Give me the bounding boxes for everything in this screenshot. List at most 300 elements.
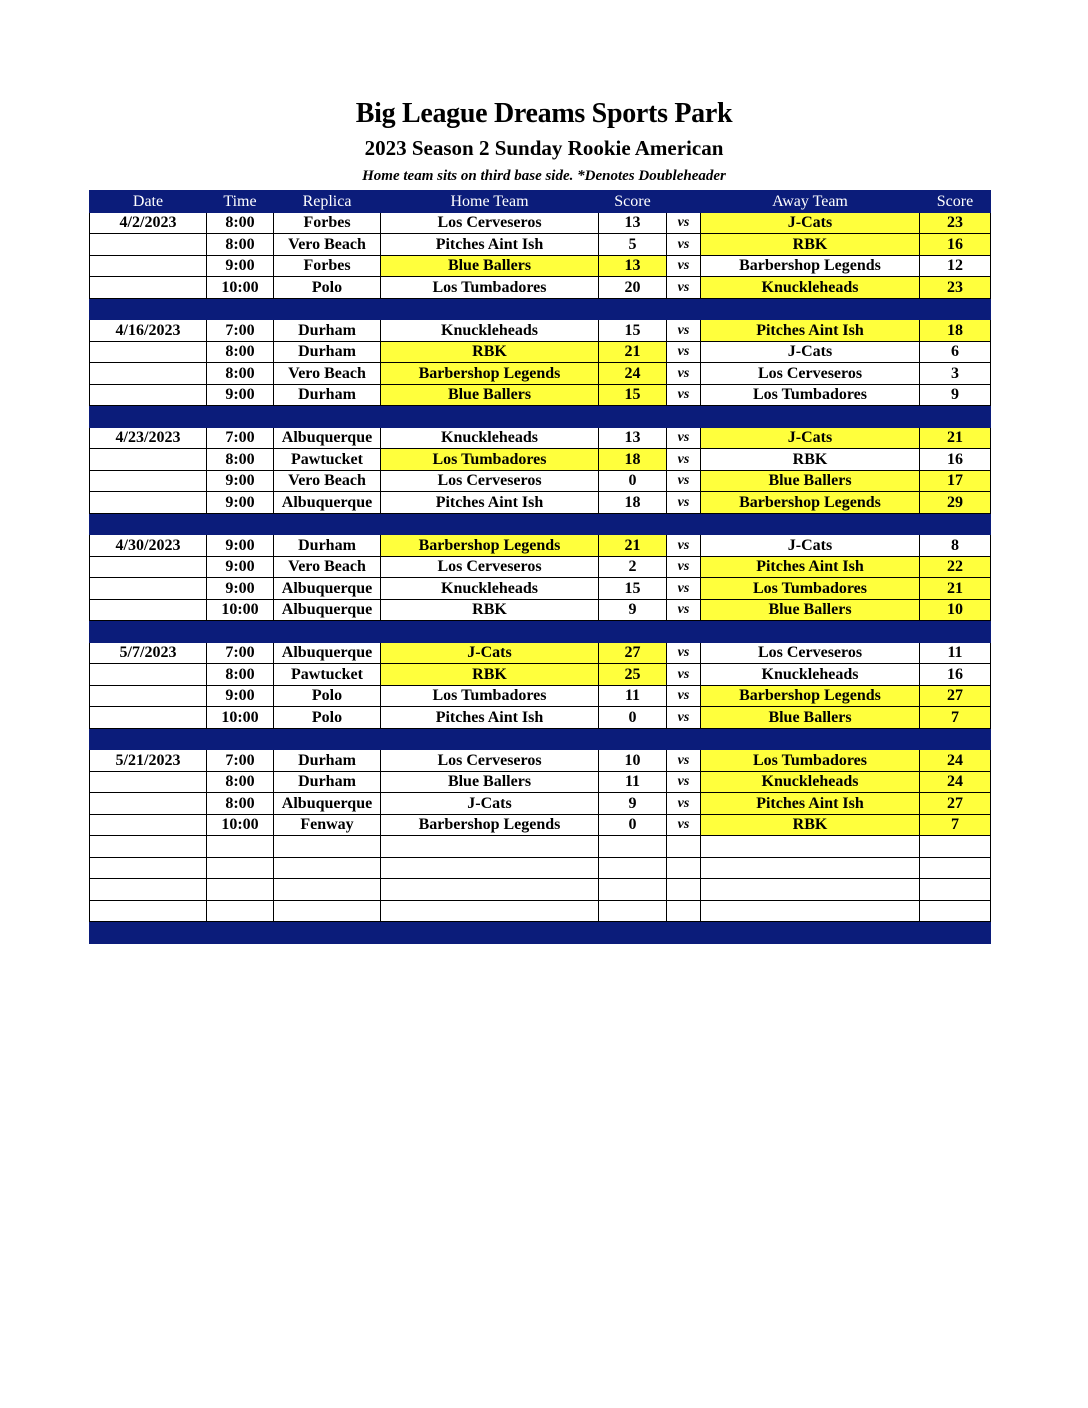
separator-cell bbox=[274, 298, 381, 320]
separator-cell bbox=[274, 621, 381, 643]
time-cell: 7:00 bbox=[207, 320, 274, 342]
separator-cell bbox=[920, 728, 991, 750]
date-cell: 5/7/2023 bbox=[90, 642, 207, 664]
date-cell bbox=[90, 814, 207, 836]
replica-cell: Vero Beach bbox=[274, 234, 381, 256]
away-team-cell: Blue Ballers bbox=[701, 470, 920, 492]
time-cell: 9:00 bbox=[207, 384, 274, 406]
replica-cell: Polo bbox=[274, 277, 381, 299]
home-score-cell: 11 bbox=[599, 685, 667, 707]
vs-cell: vs bbox=[667, 642, 701, 664]
empty-cell bbox=[274, 836, 381, 858]
empty-cell bbox=[274, 900, 381, 922]
separator-cell bbox=[920, 513, 991, 535]
away-score-cell: 27 bbox=[920, 793, 991, 815]
home-score-cell: 18 bbox=[599, 449, 667, 471]
empty-cell bbox=[667, 900, 701, 922]
game-row bbox=[90, 599, 991, 621]
vs-cell: vs bbox=[667, 427, 701, 449]
separator-cell bbox=[207, 728, 274, 750]
date-cell bbox=[90, 277, 207, 299]
empty-cell bbox=[207, 900, 274, 922]
vs-cell: vs bbox=[667, 255, 701, 277]
game-row bbox=[90, 277, 991, 299]
separator-cell bbox=[599, 513, 667, 535]
away-team-cell: J-Cats bbox=[701, 212, 920, 234]
vs-cell: vs bbox=[667, 707, 701, 729]
date-cell bbox=[90, 578, 207, 600]
empty-row bbox=[90, 857, 991, 879]
empty-cell bbox=[381, 879, 599, 901]
empty-cell bbox=[90, 900, 207, 922]
replica-cell: Vero Beach bbox=[274, 470, 381, 492]
replica-cell: Forbes bbox=[274, 255, 381, 277]
game-row bbox=[90, 384, 991, 406]
empty-cell bbox=[701, 836, 920, 858]
separator-cell bbox=[599, 728, 667, 750]
game-row bbox=[90, 427, 991, 449]
away-team-cell: Barbershop Legends bbox=[701, 492, 920, 514]
header-time: Time bbox=[207, 191, 274, 213]
header-home-score: Score bbox=[599, 191, 667, 213]
separator-cell bbox=[274, 513, 381, 535]
away-team-cell: Los Tumbadores bbox=[701, 578, 920, 600]
separator-cell bbox=[920, 922, 991, 944]
header-away-team: Away Team bbox=[701, 191, 920, 213]
empty-cell bbox=[207, 857, 274, 879]
separator-cell bbox=[381, 922, 599, 944]
separator-cell bbox=[667, 513, 701, 535]
replica-cell: Albuquerque bbox=[274, 793, 381, 815]
separator-cell bbox=[90, 621, 207, 643]
away-score-cell: 23 bbox=[920, 212, 991, 234]
separator-cell bbox=[701, 513, 920, 535]
away-score-cell: 23 bbox=[920, 277, 991, 299]
game-row bbox=[90, 578, 991, 600]
date-cell: 4/16/2023 bbox=[90, 320, 207, 342]
time-cell: 7:00 bbox=[207, 750, 274, 772]
separator-cell bbox=[920, 621, 991, 643]
separator-cell bbox=[599, 621, 667, 643]
separator-cell bbox=[381, 513, 599, 535]
replica-cell: Forbes bbox=[274, 212, 381, 234]
time-cell: 8:00 bbox=[207, 449, 274, 471]
home-score-cell: 21 bbox=[599, 341, 667, 363]
separator-cell bbox=[599, 922, 667, 944]
replica-cell: Albuquerque bbox=[274, 599, 381, 621]
vs-cell: vs bbox=[667, 492, 701, 514]
game-row bbox=[90, 470, 991, 492]
home-team-cell: RBK bbox=[381, 341, 599, 363]
separator-cell bbox=[667, 298, 701, 320]
separator-cell bbox=[381, 728, 599, 750]
home-team-cell: Los Cerveseros bbox=[381, 556, 599, 578]
home-score-cell: 15 bbox=[599, 578, 667, 600]
home-team-cell: Los Tumbadores bbox=[381, 685, 599, 707]
vs-cell: vs bbox=[667, 341, 701, 363]
game-row bbox=[90, 793, 991, 815]
game-row bbox=[90, 642, 991, 664]
away-score-cell: 12 bbox=[920, 255, 991, 277]
vs-cell: vs bbox=[667, 750, 701, 772]
home-team-cell: RBK bbox=[381, 664, 599, 686]
separator-cell bbox=[207, 621, 274, 643]
away-score-cell: 21 bbox=[920, 427, 991, 449]
game-row bbox=[90, 556, 991, 578]
separator-cell bbox=[701, 298, 920, 320]
date-cell bbox=[90, 449, 207, 471]
game-row bbox=[90, 234, 991, 256]
separator-cell bbox=[90, 922, 207, 944]
away-score-cell: 16 bbox=[920, 234, 991, 256]
empty-row bbox=[90, 879, 991, 901]
away-team-cell: J-Cats bbox=[701, 535, 920, 557]
away-team-cell: Blue Ballers bbox=[701, 599, 920, 621]
week-separator-row bbox=[90, 513, 991, 535]
away-team-cell: Blue Ballers bbox=[701, 707, 920, 729]
time-cell: 9:00 bbox=[207, 578, 274, 600]
date-cell: 4/30/2023 bbox=[90, 535, 207, 557]
away-score-cell: 11 bbox=[920, 642, 991, 664]
home-score-cell: 15 bbox=[599, 384, 667, 406]
header-replica: Replica bbox=[274, 191, 381, 213]
vs-cell: vs bbox=[667, 212, 701, 234]
away-team-cell: Pitches Aint Ish bbox=[701, 320, 920, 342]
empty-cell bbox=[701, 857, 920, 879]
vs-cell: vs bbox=[667, 556, 701, 578]
away-team-cell: RBK bbox=[701, 449, 920, 471]
replica-cell: Albuquerque bbox=[274, 642, 381, 664]
separator-cell bbox=[274, 922, 381, 944]
time-cell: 8:00 bbox=[207, 341, 274, 363]
separator-cell bbox=[381, 621, 599, 643]
date-cell: 4/23/2023 bbox=[90, 427, 207, 449]
away-team-cell: Barbershop Legends bbox=[701, 255, 920, 277]
home-team-cell: Pitches Aint Ish bbox=[381, 492, 599, 514]
home-team-cell: Knuckleheads bbox=[381, 578, 599, 600]
vs-cell: vs bbox=[667, 578, 701, 600]
home-score-cell: 9 bbox=[599, 793, 667, 815]
time-cell: 9:00 bbox=[207, 685, 274, 707]
away-score-cell: 27 bbox=[920, 685, 991, 707]
empty-cell bbox=[667, 836, 701, 858]
schedule-note: Home team sits on third base side. *Denotes Doubleheader bbox=[362, 168, 726, 184]
home-score-cell: 25 bbox=[599, 664, 667, 686]
separator-cell bbox=[90, 513, 207, 535]
home-score-cell: 0 bbox=[599, 470, 667, 492]
time-cell: 9:00 bbox=[207, 492, 274, 514]
replica-cell: Durham bbox=[274, 771, 381, 793]
date-cell bbox=[90, 234, 207, 256]
separator-cell bbox=[90, 728, 207, 750]
home-score-cell: 15 bbox=[599, 320, 667, 342]
separator-cell bbox=[274, 406, 381, 428]
replica-cell: Albuquerque bbox=[274, 578, 381, 600]
time-cell: 10:00 bbox=[207, 814, 274, 836]
header-away-score: Score bbox=[920, 191, 991, 213]
vs-cell: vs bbox=[667, 470, 701, 492]
header-row bbox=[90, 191, 991, 213]
away-team-cell: Knuckleheads bbox=[701, 771, 920, 793]
time-cell: 10:00 bbox=[207, 707, 274, 729]
home-team-cell: Blue Ballers bbox=[381, 255, 599, 277]
home-score-cell: 9 bbox=[599, 599, 667, 621]
empty-cell bbox=[667, 879, 701, 901]
time-cell: 9:00 bbox=[207, 556, 274, 578]
date-cell bbox=[90, 771, 207, 793]
separator-cell bbox=[90, 298, 207, 320]
game-row bbox=[90, 771, 991, 793]
vs-cell: vs bbox=[667, 535, 701, 557]
date-cell bbox=[90, 707, 207, 729]
game-row bbox=[90, 750, 991, 772]
header-date: Date bbox=[90, 191, 207, 213]
game-row bbox=[90, 664, 991, 686]
separator-cell bbox=[90, 406, 207, 428]
time-cell: 8:00 bbox=[207, 771, 274, 793]
away-score-cell: 22 bbox=[920, 556, 991, 578]
game-row bbox=[90, 449, 991, 471]
away-score-cell: 3 bbox=[920, 363, 991, 385]
home-score-cell: 11 bbox=[599, 771, 667, 793]
week-separator-row bbox=[90, 728, 991, 750]
date-cell bbox=[90, 556, 207, 578]
separator-cell bbox=[667, 406, 701, 428]
away-team-cell: Barbershop Legends bbox=[701, 685, 920, 707]
home-team-cell: Blue Ballers bbox=[381, 384, 599, 406]
away-team-cell: Los Cerveseros bbox=[701, 642, 920, 664]
separator-cell bbox=[381, 298, 599, 320]
date-cell: 5/21/2023 bbox=[90, 750, 207, 772]
empty-cell bbox=[701, 900, 920, 922]
replica-cell: Durham bbox=[274, 384, 381, 406]
vs-cell: vs bbox=[667, 599, 701, 621]
empty-cell bbox=[274, 857, 381, 879]
home-team-cell: Barbershop Legends bbox=[381, 535, 599, 557]
away-team-cell: Los Tumbadores bbox=[701, 750, 920, 772]
home-score-cell: 5 bbox=[599, 234, 667, 256]
away-team-cell: J-Cats bbox=[701, 427, 920, 449]
home-team-cell: Barbershop Legends bbox=[381, 363, 599, 385]
home-score-cell: 13 bbox=[599, 212, 667, 234]
home-score-cell: 0 bbox=[599, 814, 667, 836]
date-cell bbox=[90, 793, 207, 815]
week-separator-row bbox=[90, 922, 991, 944]
replica-cell: Durham bbox=[274, 750, 381, 772]
replica-cell: Durham bbox=[274, 320, 381, 342]
empty-cell bbox=[920, 857, 991, 879]
separator-cell bbox=[381, 406, 599, 428]
game-row bbox=[90, 814, 991, 836]
separator-cell bbox=[207, 298, 274, 320]
home-score-cell: 20 bbox=[599, 277, 667, 299]
header-home-team: Home Team bbox=[381, 191, 599, 213]
separator-cell bbox=[667, 922, 701, 944]
separator-cell bbox=[207, 922, 274, 944]
empty-cell bbox=[920, 900, 991, 922]
away-score-cell: 17 bbox=[920, 470, 991, 492]
separator-cell bbox=[207, 406, 274, 428]
home-team-cell: J-Cats bbox=[381, 793, 599, 815]
empty-cell bbox=[207, 879, 274, 901]
empty-cell bbox=[599, 857, 667, 879]
week-separator-row bbox=[90, 298, 991, 320]
separator-cell bbox=[920, 298, 991, 320]
replica-cell: Vero Beach bbox=[274, 363, 381, 385]
away-score-cell: 8 bbox=[920, 535, 991, 557]
vs-cell: vs bbox=[667, 793, 701, 815]
empty-cell bbox=[381, 900, 599, 922]
replica-cell: Pawtucket bbox=[274, 449, 381, 471]
time-cell: 8:00 bbox=[207, 212, 274, 234]
week-separator-row bbox=[90, 621, 991, 643]
away-score-cell: 9 bbox=[920, 384, 991, 406]
separator-cell bbox=[701, 621, 920, 643]
empty-cell bbox=[207, 836, 274, 858]
away-score-cell: 16 bbox=[920, 664, 991, 686]
empty-row bbox=[90, 836, 991, 858]
home-team-cell: Knuckleheads bbox=[381, 320, 599, 342]
home-team-cell: Barbershop Legends bbox=[381, 814, 599, 836]
game-row bbox=[90, 363, 991, 385]
empty-cell bbox=[599, 836, 667, 858]
date-cell bbox=[90, 384, 207, 406]
away-score-cell: 29 bbox=[920, 492, 991, 514]
empty-cell bbox=[381, 857, 599, 879]
replica-cell: Albuquerque bbox=[274, 427, 381, 449]
empty-cell bbox=[599, 879, 667, 901]
away-team-cell: Los Tumbadores bbox=[701, 384, 920, 406]
game-row bbox=[90, 685, 991, 707]
empty-row bbox=[90, 900, 991, 922]
date-cell bbox=[90, 664, 207, 686]
game-row bbox=[90, 341, 991, 363]
empty-cell bbox=[701, 879, 920, 901]
separator-cell bbox=[207, 513, 274, 535]
replica-cell: Albuquerque bbox=[274, 492, 381, 514]
home-team-cell: RBK bbox=[381, 599, 599, 621]
empty-cell bbox=[920, 879, 991, 901]
empty-cell bbox=[920, 836, 991, 858]
home-score-cell: 18 bbox=[599, 492, 667, 514]
vs-cell: vs bbox=[667, 814, 701, 836]
away-team-cell: RBK bbox=[701, 234, 920, 256]
empty-cell bbox=[274, 879, 381, 901]
separator-cell bbox=[701, 922, 920, 944]
week-separator-row bbox=[90, 406, 991, 428]
time-cell: 9:00 bbox=[207, 535, 274, 557]
away-score-cell: 7 bbox=[920, 814, 991, 836]
away-score-cell: 24 bbox=[920, 771, 991, 793]
header-vs bbox=[667, 191, 701, 213]
vs-cell: vs bbox=[667, 234, 701, 256]
time-cell: 9:00 bbox=[207, 255, 274, 277]
time-cell: 8:00 bbox=[207, 793, 274, 815]
home-score-cell: 21 bbox=[599, 535, 667, 557]
home-score-cell: 2 bbox=[599, 556, 667, 578]
away-team-cell: Knuckleheads bbox=[701, 664, 920, 686]
separator-cell bbox=[667, 621, 701, 643]
empty-cell bbox=[90, 836, 207, 858]
away-team-cell: Los Cerveseros bbox=[701, 363, 920, 385]
time-cell: 9:00 bbox=[207, 470, 274, 492]
away-score-cell: 10 bbox=[920, 599, 991, 621]
home-team-cell: Pitches Aint Ish bbox=[381, 234, 599, 256]
date-cell bbox=[90, 341, 207, 363]
home-team-cell: Knuckleheads bbox=[381, 427, 599, 449]
date-cell bbox=[90, 599, 207, 621]
replica-cell: Polo bbox=[274, 685, 381, 707]
home-team-cell: Los Tumbadores bbox=[381, 449, 599, 471]
time-cell: 8:00 bbox=[207, 234, 274, 256]
date-cell: 4/2/2023 bbox=[90, 212, 207, 234]
vs-cell: vs bbox=[667, 277, 701, 299]
away-team-cell: RBK bbox=[701, 814, 920, 836]
game-row bbox=[90, 492, 991, 514]
vs-cell: vs bbox=[667, 320, 701, 342]
separator-cell bbox=[274, 728, 381, 750]
empty-cell bbox=[667, 857, 701, 879]
vs-cell: vs bbox=[667, 771, 701, 793]
game-row bbox=[90, 707, 991, 729]
separator-cell bbox=[920, 406, 991, 428]
replica-cell: Vero Beach bbox=[274, 556, 381, 578]
separator-cell bbox=[599, 298, 667, 320]
home-team-cell: J-Cats bbox=[381, 642, 599, 664]
home-team-cell: Los Cerveseros bbox=[381, 750, 599, 772]
date-cell bbox=[90, 255, 207, 277]
page-subtitle: 2023 Season 2 Sunday Rookie American bbox=[364, 136, 724, 160]
home-score-cell: 27 bbox=[599, 642, 667, 664]
replica-cell: Durham bbox=[274, 341, 381, 363]
empty-cell bbox=[90, 879, 207, 901]
home-team-cell: Los Cerveseros bbox=[381, 470, 599, 492]
replica-cell: Polo bbox=[274, 707, 381, 729]
time-cell: 7:00 bbox=[207, 427, 274, 449]
away-score-cell: 24 bbox=[920, 750, 991, 772]
away-team-cell: Knuckleheads bbox=[701, 277, 920, 299]
vs-cell: vs bbox=[667, 664, 701, 686]
page-title: Big League Dreams Sports Park bbox=[355, 98, 733, 129]
home-score-cell: 24 bbox=[599, 363, 667, 385]
home-score-cell: 10 bbox=[599, 750, 667, 772]
vs-cell: vs bbox=[667, 685, 701, 707]
vs-cell: vs bbox=[667, 384, 701, 406]
home-team-cell: Los Tumbadores bbox=[381, 277, 599, 299]
away-team-cell: Pitches Aint Ish bbox=[701, 793, 920, 815]
home-team-cell: Pitches Aint Ish bbox=[381, 707, 599, 729]
date-cell bbox=[90, 363, 207, 385]
home-score-cell: 0 bbox=[599, 707, 667, 729]
home-team-cell: Los Cerveseros bbox=[381, 212, 599, 234]
time-cell: 7:00 bbox=[207, 642, 274, 664]
separator-cell bbox=[667, 728, 701, 750]
away-team-cell: Pitches Aint Ish bbox=[701, 556, 920, 578]
separator-cell bbox=[599, 406, 667, 428]
game-row bbox=[90, 320, 991, 342]
date-cell bbox=[90, 492, 207, 514]
empty-cell bbox=[381, 836, 599, 858]
replica-cell: Pawtucket bbox=[274, 664, 381, 686]
game-row bbox=[90, 255, 991, 277]
date-cell bbox=[90, 470, 207, 492]
replica-cell: Durham bbox=[274, 535, 381, 557]
away-team-cell: J-Cats bbox=[701, 341, 920, 363]
away-score-cell: 7 bbox=[920, 707, 991, 729]
vs-cell: vs bbox=[667, 363, 701, 385]
time-cell: 10:00 bbox=[207, 599, 274, 621]
separator-cell bbox=[701, 728, 920, 750]
